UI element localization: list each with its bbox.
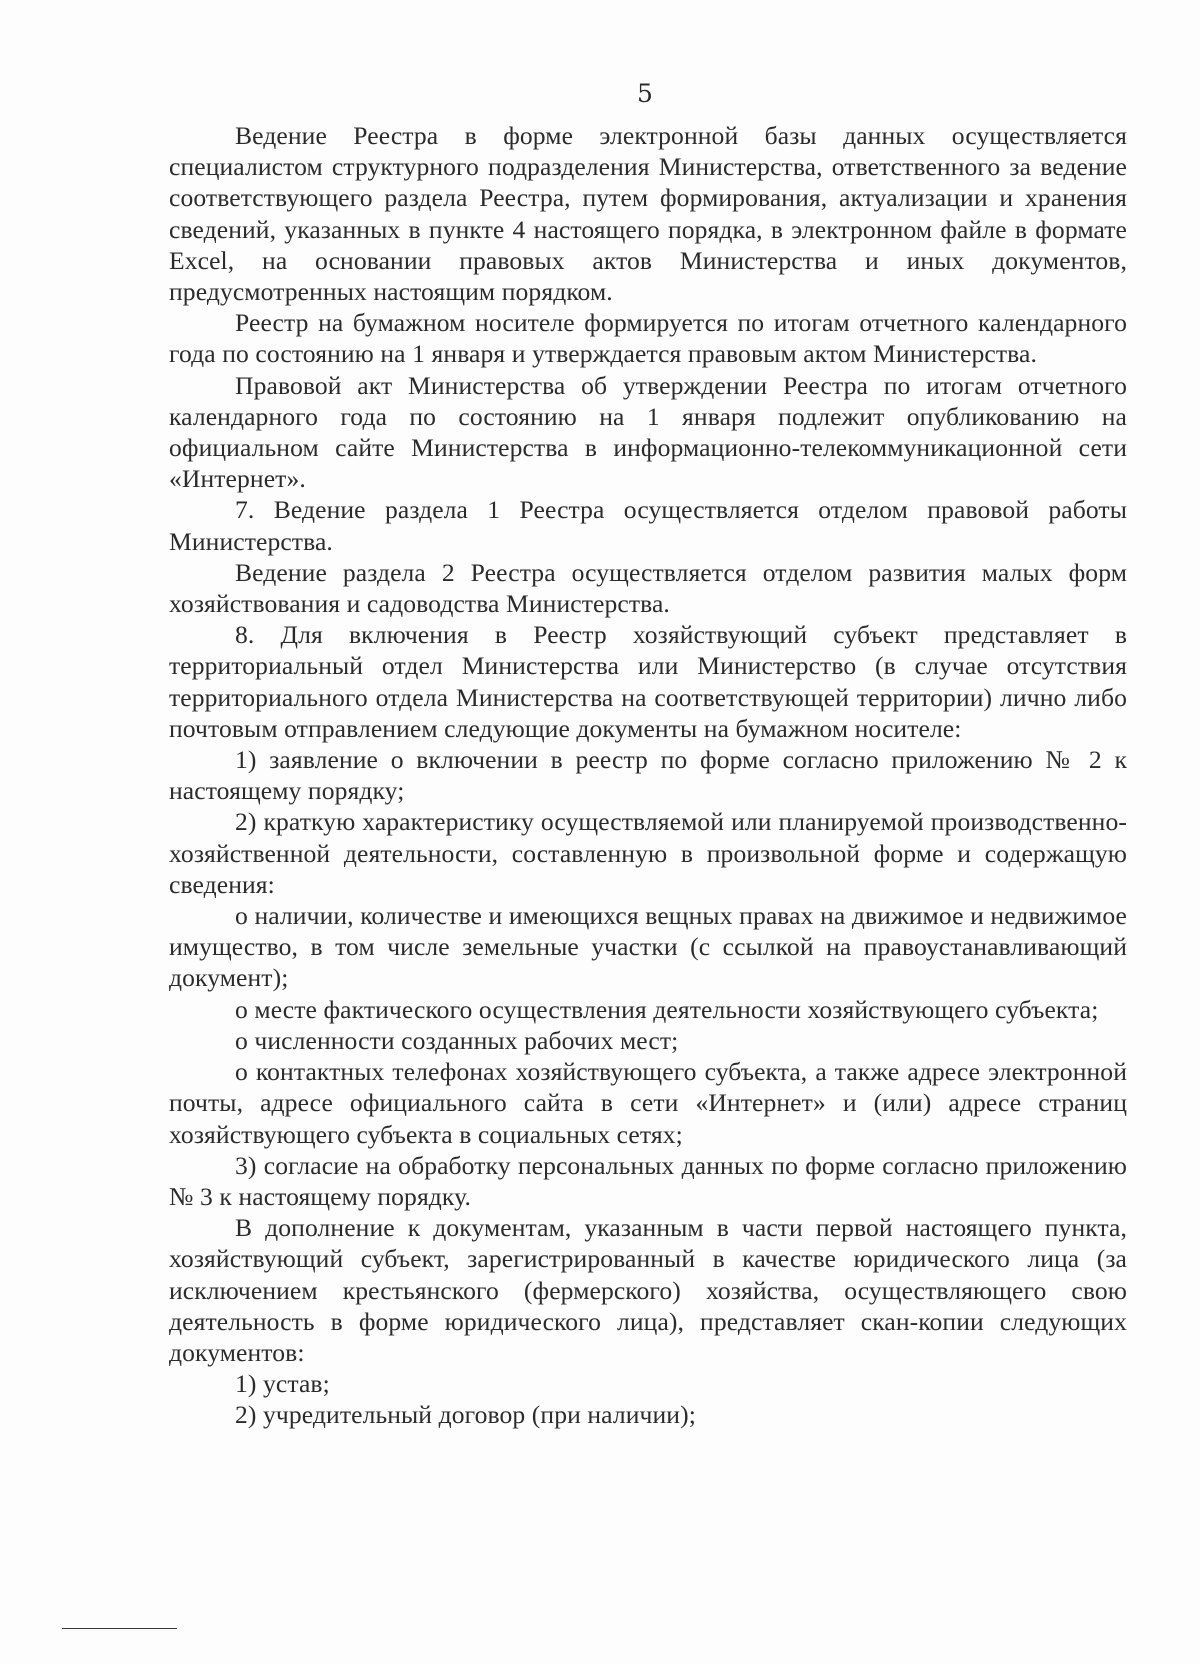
list-item-characteristic: 2) краткую характеристику осуществляемой или планируемой производственно-хозяйственной деятельности, составленную в произвольной форме и содержащую сведения: xyxy=(169,807,1127,899)
paragraph-registry-paper: Реестр на бумажном носителе формируется по итогам отчетного календарного года по состоянию на 1 января и утверждается правовым актом Министерства. xyxy=(169,308,1127,369)
list-item-charter: 1) устав; xyxy=(235,1369,330,1399)
footnote-separator xyxy=(62,1628,177,1629)
sub-item-jobs: о численности созданных рабочих мест; xyxy=(235,1025,679,1055)
sub-item-contacts: о контактных телефонах хозяйствующего субъекта, а также адресе электронной почты, адресе официального сайта в сети «Интернет» и (или) адресе страниц хозяйствующего субъекта в социальных сетях; xyxy=(169,1057,1127,1149)
paragraph-registry-electronic: Ведение Реестра в форме электронной базы данных осуществляется специалистом структурного подразделения Министерства, ответственного за ведение соответствующего раздела Реестра, путем формирования, актуализации и хранения сведений, указанных в пункте 4 настоящего порядка, в электронном файле в формате Excel, на основании правовых актов Министерства и иных документов, предусмотренных настоящим порядком. xyxy=(169,121,1127,307)
paragraph-item-8: 8. Для включения в Реестр хозяйствующий субъект представляет в территориальный отдел Министерства или Министерство (в случае отсутствия территориального отдела Министерства на соответствующей территории) лично либо почтовым отправлением следующие документы на бумажном носителе: xyxy=(169,620,1127,743)
sub-item-location: о месте фактического осуществления деятельности хозяйствующего субъекта; xyxy=(235,994,1099,1024)
paragraph-section-1: 7. Ведение раздела 1 Реестра осуществляется отделом правовой работы Министерства. xyxy=(169,495,1127,556)
paragraph-legal-act-publication: Правовой акт Министерства об утверждении Реестра по итогам отчетного календарного года по состоянию на 1 января подлежит опубликованию на официальном сайте Министерства в информационно-телекоммуникационной сети «Интернет». xyxy=(169,370,1127,494)
list-item-founding-agreement: 2) учредительный договор (при наличии); xyxy=(235,1400,696,1430)
list-item-consent: 3) согласие на обработку персональных данных по форме согласно приложению № 3 к настоящему порядку. xyxy=(169,1150,1127,1211)
sub-item-property: о наличии, количестве и имеющихся вещных правах на движимое и недвижимое имущество, в том числе земельные участки (с ссылкой на правоустанавливающий документ); xyxy=(169,901,1127,993)
paragraph-legal-entity-documents: В дополнение к документам, указанным в части первой настоящего пункта, хозяйствующий субъект, зарегистрированный в качестве юридического лица (за исключением крестьянского (фермерского) хозяйства, осуществляющего свою деятельность в форме юридического лица), представляет скан-копии следующих документов: xyxy=(169,1213,1127,1367)
paragraph-section-2: Ведение раздела 2 Реестра осуществляется отделом развития малых форм хозяйствования и садоводства Министерства. xyxy=(169,557,1127,619)
list-item-application: 1) заявление о включении в реестр по форме согласно приложению № 2 к настоящему порядку; xyxy=(169,745,1127,806)
page-number: 5 xyxy=(637,79,653,108)
body-text xyxy=(169,120,1127,1431)
